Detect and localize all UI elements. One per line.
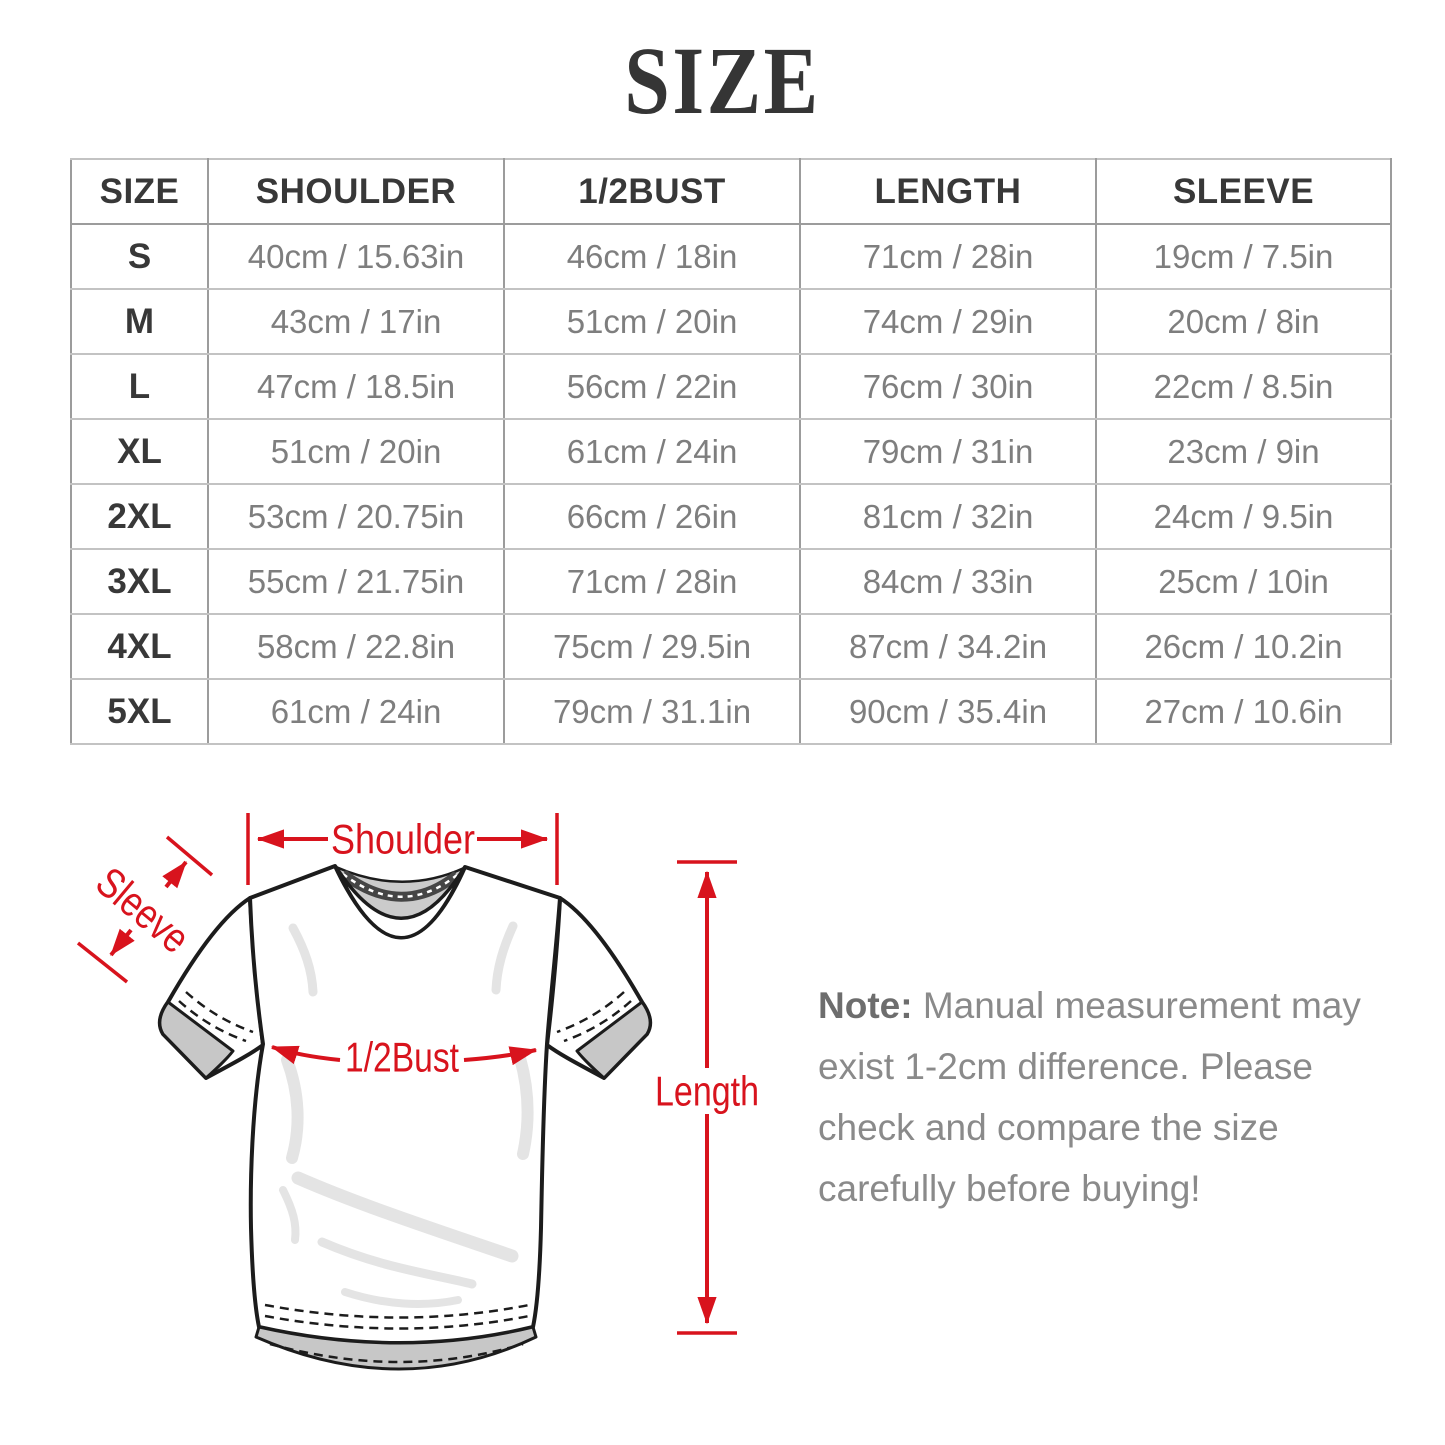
measurement-cell: 61cm / 24in (504, 419, 800, 484)
table-body (71, 224, 1391, 744)
measurement-cell: 74cm / 29in (800, 289, 1096, 354)
measurement-cell: 61cm / 24in (208, 679, 504, 744)
size-row (71, 549, 1391, 614)
bust-label: 1/2Bust (345, 1033, 460, 1081)
measurement-cell: 84cm / 33in (800, 549, 1096, 614)
size-label-cell: L (71, 354, 208, 419)
measurement-cell: 24cm / 9.5in (1096, 484, 1391, 549)
sleeve-tick-lower (78, 943, 127, 982)
note-label: Note: (818, 985, 913, 1026)
size-row (71, 484, 1391, 549)
note-text: Manual measurement may exist 1-2cm difference. Please check and compare the size carefully before buying! (818, 985, 1361, 1209)
measurement-cell: 40cm / 15.63in (208, 224, 504, 289)
size-row (71, 614, 1391, 679)
size-label-cell: 4XL (71, 614, 208, 679)
page-title: SIZE (624, 27, 821, 134)
measurement-cell: 51cm / 20in (208, 419, 504, 484)
column-header: 1/2BUST (504, 159, 800, 224)
measurement-cell: 76cm / 30in (800, 354, 1096, 419)
measurement-cell: 26cm / 10.2in (1096, 614, 1391, 679)
size-label-cell: S (71, 224, 208, 289)
measurement-cell: 46cm / 18in (504, 224, 800, 289)
size-row (71, 354, 1391, 419)
sleeve-arrow-lower (111, 930, 131, 955)
measurement-cell: 27cm / 10.6in (1096, 679, 1391, 744)
measurement-note (818, 975, 1396, 1219)
size-label-cell: 5XL (71, 679, 208, 744)
sleeve-tick-upper (167, 837, 212, 875)
size-table (70, 158, 1392, 745)
size-label-cell: 2XL (71, 484, 208, 549)
measurement-cell: 79cm / 31in (800, 419, 1096, 484)
measurement-cell: 23cm / 9in (1096, 419, 1391, 484)
tshirt-illustration (160, 866, 650, 1369)
size-label-cell: XL (71, 419, 208, 484)
measurement-cell: 58cm / 22.8in (208, 614, 504, 679)
column-header: SIZE (71, 159, 208, 224)
measurement-cell: 55cm / 21.75in (208, 549, 504, 614)
column-header: LENGTH (800, 159, 1096, 224)
size-row (71, 679, 1391, 744)
measurement-cell: 71cm / 28in (800, 224, 1096, 289)
measurement-cell: 19cm / 7.5in (1096, 224, 1391, 289)
measurement-cell: 90cm / 35.4in (800, 679, 1096, 744)
measurement-cell: 75cm / 29.5in (504, 614, 800, 679)
measurement-cell: 66cm / 26in (504, 484, 800, 549)
measurement-cell: 22cm / 8.5in (1096, 354, 1391, 419)
size-row (71, 289, 1391, 354)
measurement-cell: 53cm / 20.75in (208, 484, 504, 549)
shoulder-label: Shoulder (331, 815, 476, 863)
sleeve-label: Sleeve (87, 857, 216, 977)
measurement-cell: 71cm / 28in (504, 549, 800, 614)
measurement-cell: 56cm / 22in (504, 354, 800, 419)
sleeve-arrow-upper (166, 862, 186, 887)
size-label-cell: M (71, 289, 208, 354)
measurement-cell: 20cm / 8in (1096, 289, 1391, 354)
column-header: SLEEVE (1096, 159, 1391, 224)
size-row (71, 224, 1391, 289)
measurement-cell: 43cm / 17in (208, 289, 504, 354)
measurement-cell: 87cm / 34.2in (800, 614, 1096, 679)
tshirt-measurement-diagram (0, 760, 780, 1445)
length-label: Length (655, 1067, 759, 1115)
measurement-cell: 79cm / 31.1in (504, 679, 800, 744)
size-label-cell: 3XL (71, 549, 208, 614)
measurement-cell: 51cm / 20in (504, 289, 800, 354)
header-row (71, 159, 1391, 224)
measurement-cell: 25cm / 10in (1096, 549, 1391, 614)
measurement-cell: 47cm / 18.5in (208, 354, 504, 419)
column-header: SHOULDER (208, 159, 504, 224)
measurement-cell: 81cm / 32in (800, 484, 1096, 549)
size-row (71, 419, 1391, 484)
